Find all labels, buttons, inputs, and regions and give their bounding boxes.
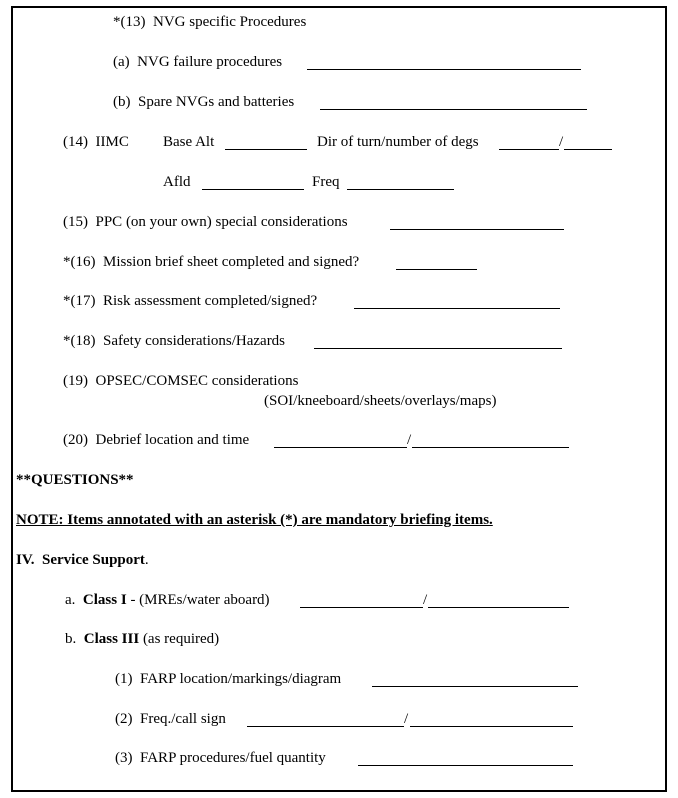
farp-procedures-blank[interactable] <box>358 765 573 766</box>
farp-item-3-number: (3) <box>115 750 133 766</box>
farp-item-3 <box>115 749 326 767</box>
item-15-label: PPC (on your own) special considerations <box>95 214 348 230</box>
ppc-blank[interactable] <box>390 229 564 230</box>
water-blank[interactable] <box>428 607 569 608</box>
farp-item-2-number: (2) <box>115 711 133 727</box>
class-i-item <box>65 591 270 609</box>
nvg-failure-blank[interactable] <box>307 69 581 70</box>
class-i-letter: a. <box>65 592 76 608</box>
debrief-slash: / <box>407 432 412 448</box>
item-19 <box>63 372 298 390</box>
item-17-label: Risk assessment completed/signed? <box>103 293 318 309</box>
dir-turn-blank[interactable] <box>499 149 559 150</box>
farp-item-1-number: (1) <box>115 671 133 687</box>
item-13b-label: Spare NVGs and batteries <box>138 94 295 110</box>
item-14-label: IIMC <box>95 134 129 150</box>
freq-blank[interactable] <box>347 189 454 190</box>
class-iii-item <box>65 630 219 648</box>
item-13b <box>113 93 294 111</box>
item-20 <box>63 431 249 449</box>
spare-nvg-blank[interactable] <box>320 109 587 110</box>
questions-heading: **QUESTIONS** <box>16 472 134 488</box>
item-18-number: *(18) <box>63 333 96 349</box>
item-13 <box>113 13 306 31</box>
farp-freq-slash: / <box>404 711 409 727</box>
item-13a-label: NVG failure procedures <box>137 54 283 70</box>
item-13a <box>113 53 282 71</box>
class-iii-letter: b. <box>65 631 77 647</box>
class-i-text: - (MREs/water aboard) <box>126 592 270 608</box>
farp-location-blank[interactable] <box>372 686 578 687</box>
debrief-time-blank[interactable] <box>412 447 569 448</box>
item-13-number: *(13) <box>113 14 146 30</box>
item-13b-letter: (b) <box>113 94 131 110</box>
item-16-label: Mission brief sheet completed and signed? <box>103 254 360 270</box>
section-iv-number: IV. <box>16 552 35 568</box>
dir-turn-label: Dir of turn/number of degs <box>317 134 479 150</box>
farp-callsign-blank[interactable] <box>410 726 573 727</box>
item-20-label: Debrief location and time <box>95 432 250 448</box>
item-15 <box>63 213 348 231</box>
item-13a-letter: (a) <box>113 54 130 70</box>
afld-label: Afld <box>163 174 191 190</box>
item-20-number: (20) <box>63 432 88 448</box>
class-i-slash: / <box>423 592 428 608</box>
dir-turn-slash: / <box>559 134 564 150</box>
item-14-number: (14) <box>63 134 88 150</box>
item-19-label: OPSEC/COMSEC considerations <box>95 373 299 389</box>
safety-blank[interactable] <box>314 348 562 349</box>
base-alt-label: Base Alt <box>163 134 215 150</box>
item-15-number: (15) <box>63 214 88 230</box>
farp-item-1-label: FARP location/markings/diagram <box>140 671 342 687</box>
item-19-number: (19) <box>63 373 88 389</box>
class-iii-text: (as required) <box>139 631 220 647</box>
section-iv-period: . <box>144 552 149 568</box>
class-i-title: Class I <box>82 592 127 608</box>
risk-assessment-blank[interactable] <box>354 308 560 309</box>
item-16 <box>63 253 359 271</box>
freq-label: Freq <box>312 174 340 190</box>
item-17-number: *(17) <box>63 293 96 309</box>
debrief-location-blank[interactable] <box>274 447 407 448</box>
farp-item-3-label: FARP procedures/fuel quantity <box>140 750 326 766</box>
mission-brief-blank[interactable] <box>396 269 477 270</box>
item-16-number: *(16) <box>63 254 96 270</box>
farp-freq-blank[interactable] <box>247 726 404 727</box>
degrees-blank[interactable] <box>564 149 612 150</box>
class-iii-title: Class III <box>83 631 140 647</box>
item-18 <box>63 332 285 350</box>
section-iv-title: Service Support <box>42 552 145 568</box>
item-18-label: Safety considerations/Hazards <box>103 333 286 349</box>
item-13-label: NVG specific Procedures <box>153 14 307 30</box>
base-alt-blank[interactable] <box>225 149 307 150</box>
note-text: NOTE: Items annotated with an asterisk (*) are mandatory briefing items. <box>16 512 493 528</box>
afld-blank[interactable] <box>202 189 304 190</box>
item-19-subtext: (SOI/kneeboard/sheets/overlays/maps) <box>264 393 497 409</box>
section-iv-heading <box>16 551 149 569</box>
farp-item-2-label: Freq./call sign <box>140 711 226 727</box>
mres-blank[interactable] <box>300 607 423 608</box>
item-17 <box>63 292 317 310</box>
form-page <box>11 6 667 792</box>
farp-item-1 <box>115 670 341 688</box>
farp-item-2 <box>115 710 226 728</box>
item-14 <box>63 133 129 151</box>
